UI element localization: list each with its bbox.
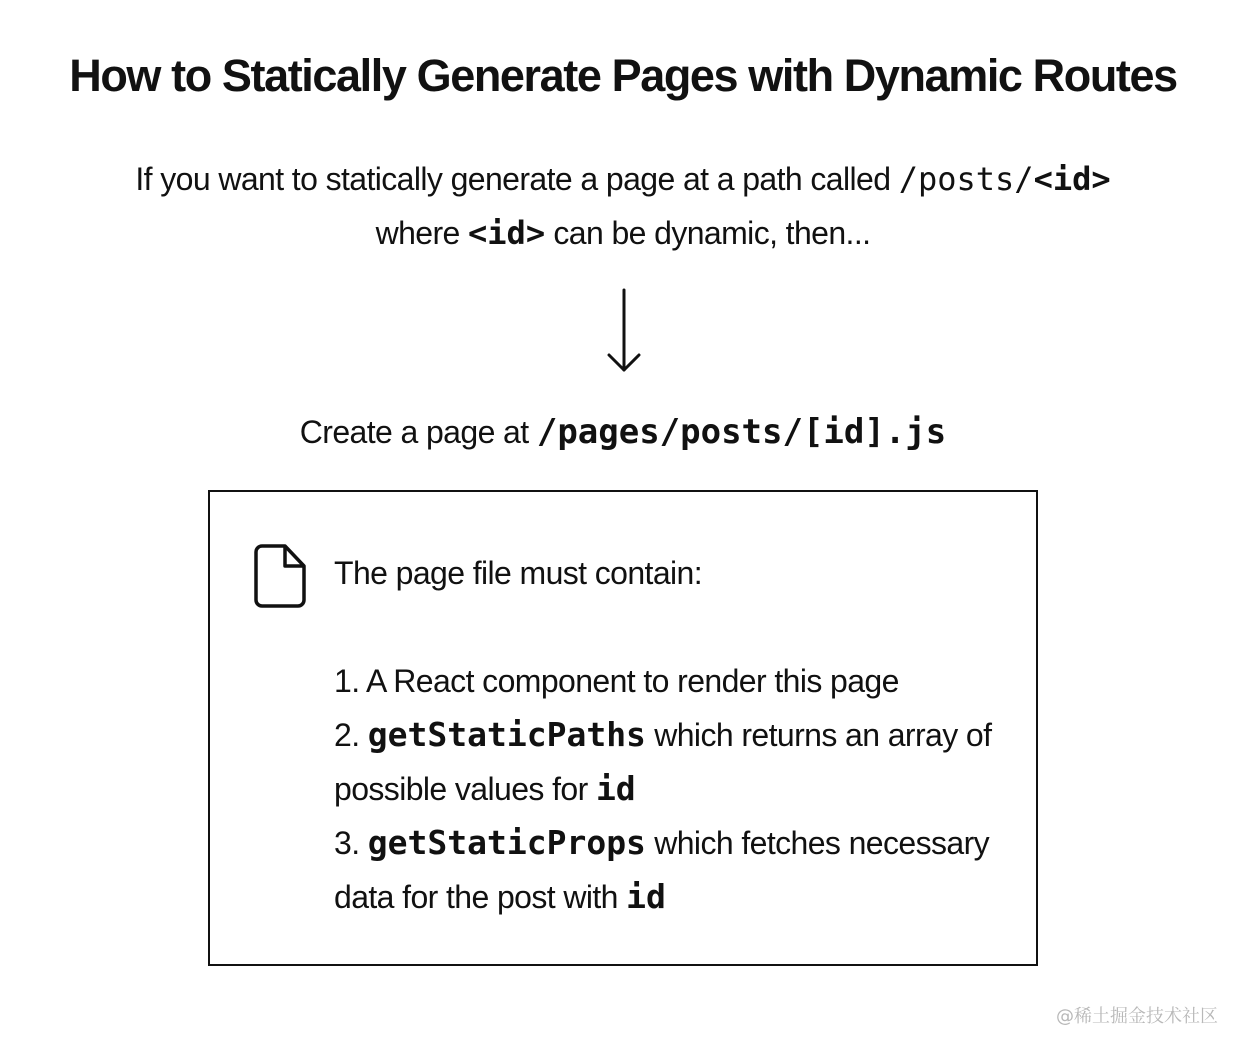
intro-path-code: /posts/ [898,160,1034,198]
step-3-id-code: id [626,877,666,916]
step-2-prefix: 2. [334,717,368,753]
file-icon [254,544,306,608]
create-page-text [0,408,1246,456]
get-static-props-code: getStaticProps [367,823,646,862]
arrow-down-icon [604,288,644,374]
intro-line-2-where: where [375,215,469,251]
get-static-paths-code: getStaticPaths [367,715,646,754]
create-page-label: Create a page at [299,414,537,450]
list-item [334,708,1014,816]
step-2-text: which returns an array of possible values for [334,717,992,807]
intro-line-2 [0,206,1246,260]
box-heading: The page file must contain: [334,555,703,591]
step-3-prefix: 3. [334,825,368,861]
intro-id-param-code-2: <id> [468,214,546,252]
watermark: @稀土掘金技术社区 [1056,1006,1218,1027]
intro-text [0,152,1246,260]
create-page-path-code: /pages/posts/[id].js [536,412,947,452]
list-item [334,816,1014,924]
list-item [334,654,1014,708]
diagram-title: How to Statically Generate Pages with Dynamic Routes [69,50,1177,101]
intro-line-1-text: If you want to statically generate a page at a path called [135,161,899,197]
requirements-list [334,654,1014,924]
intro-id-param-code: <id> [1033,160,1111,198]
step-2-id-code: id [595,769,636,808]
page-file-requirements-box [208,490,1038,966]
step-3-text: which fetches necessary data for the post with [334,825,990,915]
intro-line-1 [0,152,1246,206]
step-1-text: 1. A React component to render this page [334,663,899,699]
intro-line-2-rest: can be dynamic, then... [545,215,871,251]
box-content [334,548,1014,924]
